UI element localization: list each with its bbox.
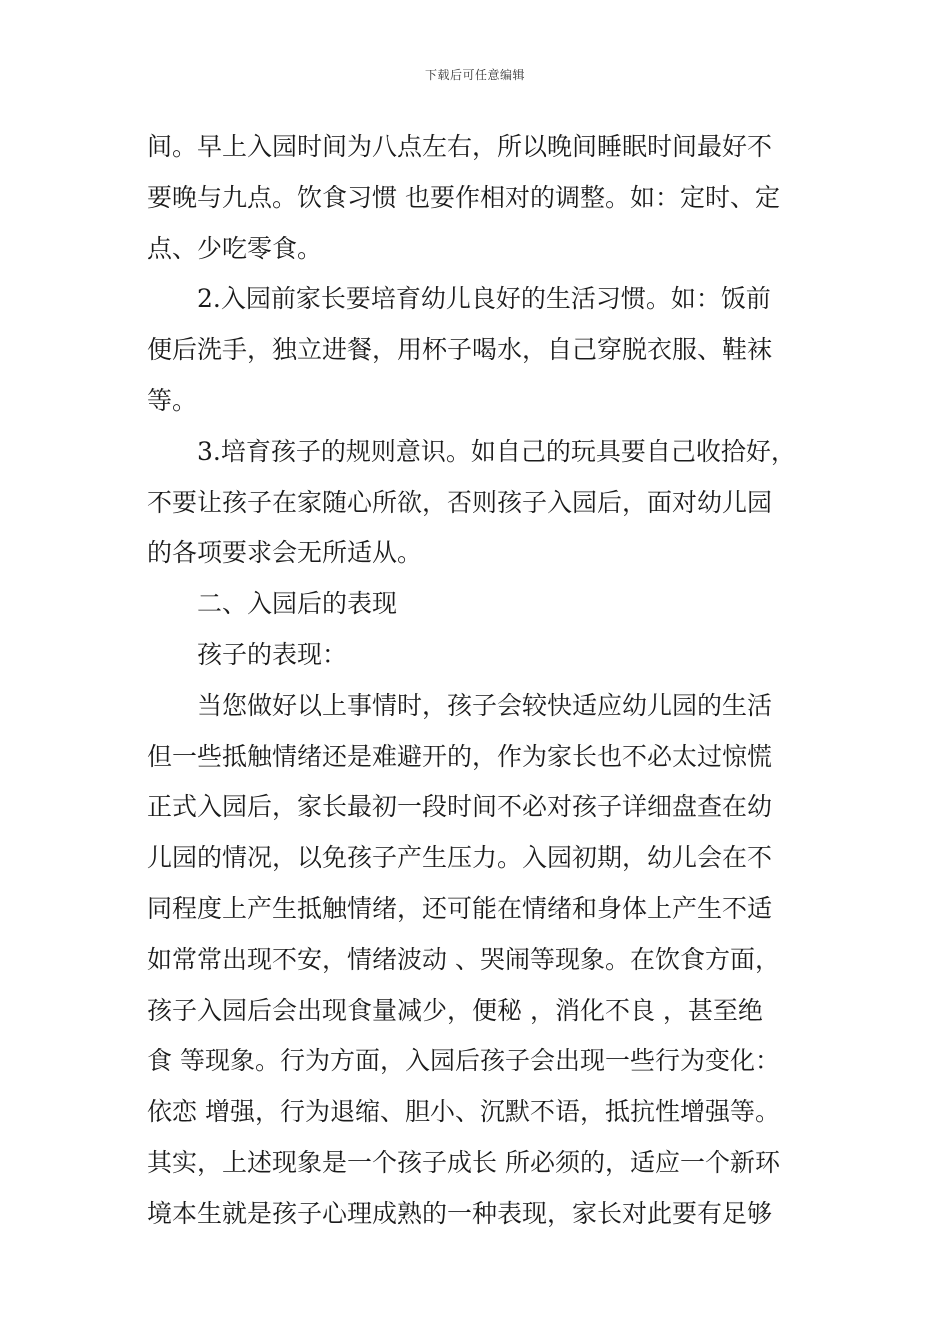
text-line: 等。 <box>147 385 198 415</box>
text-line: 间。早上入园时间为八点左右，所以晚间睡眠时间最好不 <box>147 132 773 161</box>
text-line: 食 等现象。行为方面，入园后孩子会出现一些行为变化： <box>147 1046 780 1076</box>
text-line: 要晚与九点。饮食习惯 也要作相对的调整。如：定时、定 <box>147 182 780 212</box>
text-line: 当您做好以上事情时，孩子会较快适应幼儿园的生活 <box>197 690 773 720</box>
text-line: 如常常出现不安，情绪波动 、哭闹等现象。在饮食方面， <box>147 944 780 974</box>
text-line: 便后洗手，独立进餐，用杯子喝水，自己穿脱衣服、鞋袜 <box>147 335 773 365</box>
text-line: 二、入园后的表现 <box>197 589 398 619</box>
text-line: 但一些抵触情绪还是难避开的，作为家长也不必太过惊慌 <box>147 741 773 771</box>
text-line: 孩子入园后会出现食量减少，便秘 ，消化不良 ，甚至绝 <box>147 995 763 1025</box>
text-line: 依恋 增强，行为退缩、胆小、沉默不语，抵抗性增强等。 <box>147 1097 780 1127</box>
document-body <box>147 122 827 1240</box>
page-header: 下载后可任意编辑 <box>424 68 525 82</box>
text-line: 正式入园后，家长最初一段时间不必对孩子详细盘查在幼 <box>147 792 773 822</box>
text-line: 孩子的表现： <box>197 639 348 669</box>
text-line: 不要让孩子在家随心所欲，否则孩子入园后，面对幼儿园 <box>147 487 773 517</box>
text-line: 其实，上述现象是一个孩子成长 所必须的，适应一个新环 <box>147 1147 780 1177</box>
text-line: 境本生就是孩子心理成熟的一种表现，家长对此要有足够 <box>147 1198 773 1228</box>
text-line: 点、少吃零食。 <box>147 233 323 263</box>
text-line: 同程度上产生抵触情绪，还可能在情绪和身体上产生不适 <box>147 893 773 923</box>
text-line: 3.培育孩子的规则意识。如自己的玩具要自己收拾好， <box>197 436 796 466</box>
text-line: 儿园的情况，以免孩子产生压力。入园初期，幼儿会在不 <box>147 843 773 873</box>
text-line: 2.入园前家长要培育幼儿良好的生活习惯。如：饭前 <box>197 284 771 314</box>
text-line: 的各项要求会无所适从。 <box>147 538 423 568</box>
